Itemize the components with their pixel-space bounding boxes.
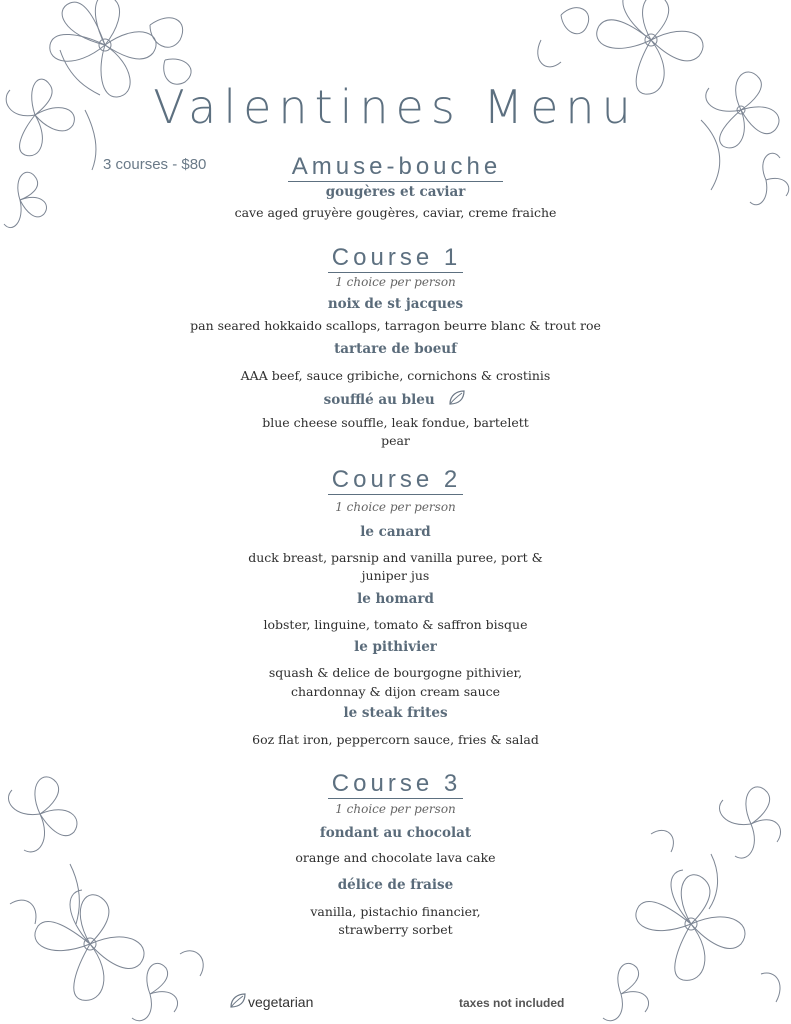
- section-heading-course-3: [0, 770, 791, 799]
- section-heading-course-1: [0, 244, 791, 273]
- heading-text: Amuse-bouche: [288, 154, 503, 182]
- dish-description: lobster, linguine, tomato & saffron bisque: [263, 617, 528, 632]
- dish-name: fondant au chocolat: [319, 825, 472, 841]
- menu-title: Valentines Menu: [153, 80, 638, 134]
- dish-description-line: squash & delice de bourgogne pithivier,: [268, 665, 523, 680]
- price-note: 3 courses - $80: [103, 156, 207, 173]
- vegetarian-label: vegetarian: [248, 994, 314, 1010]
- dish-description-line: strawberry sorbet: [338, 922, 453, 937]
- section-heading-amuse-bouche: [0, 153, 791, 182]
- heading-text: Course 1: [328, 245, 463, 273]
- dish-name: délice de fraise: [337, 877, 454, 893]
- vegetarian-legend: [228, 992, 313, 1010]
- dish-name: noix de st jacques: [327, 296, 464, 312]
- dish-name: gougères et caviar: [325, 184, 466, 200]
- dish-description-line: chardonnay & dijon cream sauce: [290, 684, 501, 699]
- dish-description: cave aged gruyère gougères, caviar, creme fraiche: [234, 205, 557, 220]
- dish-description-line: blue cheese souffle, leak fondue, bartelett: [262, 415, 529, 430]
- dish-name: le pithivier: [354, 639, 437, 655]
- dish-description: pan seared hokkaido scallops, tarragon beurre blanc & trout roe: [190, 318, 601, 333]
- dish-name: tartare de boeuf: [334, 341, 457, 357]
- taxes-note: taxes not included: [459, 996, 565, 1010]
- leaf-icon: [447, 389, 467, 407]
- vegetarian-dish: [0, 389, 791, 408]
- dish-name: le homard: [357, 591, 434, 607]
- dish-name: le steak frites: [343, 705, 448, 721]
- heading-text: Course 2: [328, 467, 463, 495]
- choice-note: 1 choice per person: [335, 275, 456, 289]
- dish-description: orange and chocolate lava cake: [295, 850, 496, 865]
- dish-description-line: duck breast, parsnip and vanilla puree, port &: [248, 550, 543, 565]
- choice-note: 1 choice per person: [335, 802, 456, 816]
- dish-name: soufflé au bleu: [323, 392, 435, 408]
- dish-name: le canard: [360, 524, 431, 540]
- dish-description-line: juniper jus: [361, 568, 430, 583]
- leaf-icon: [228, 992, 248, 1010]
- dish-description-line: vanilla, pistachio financier,: [310, 904, 481, 919]
- dish-description: AAA beef, sauce gribiche, cornichons & crostinis: [240, 368, 551, 383]
- heading-text: Course 3: [328, 771, 463, 799]
- section-heading-course-2: [0, 466, 791, 495]
- choice-note: 1 choice per person: [335, 500, 456, 514]
- dish-description: 6oz flat iron, peppercorn sauce, fries & salad: [252, 732, 539, 747]
- dish-description-line: pear: [381, 433, 410, 448]
